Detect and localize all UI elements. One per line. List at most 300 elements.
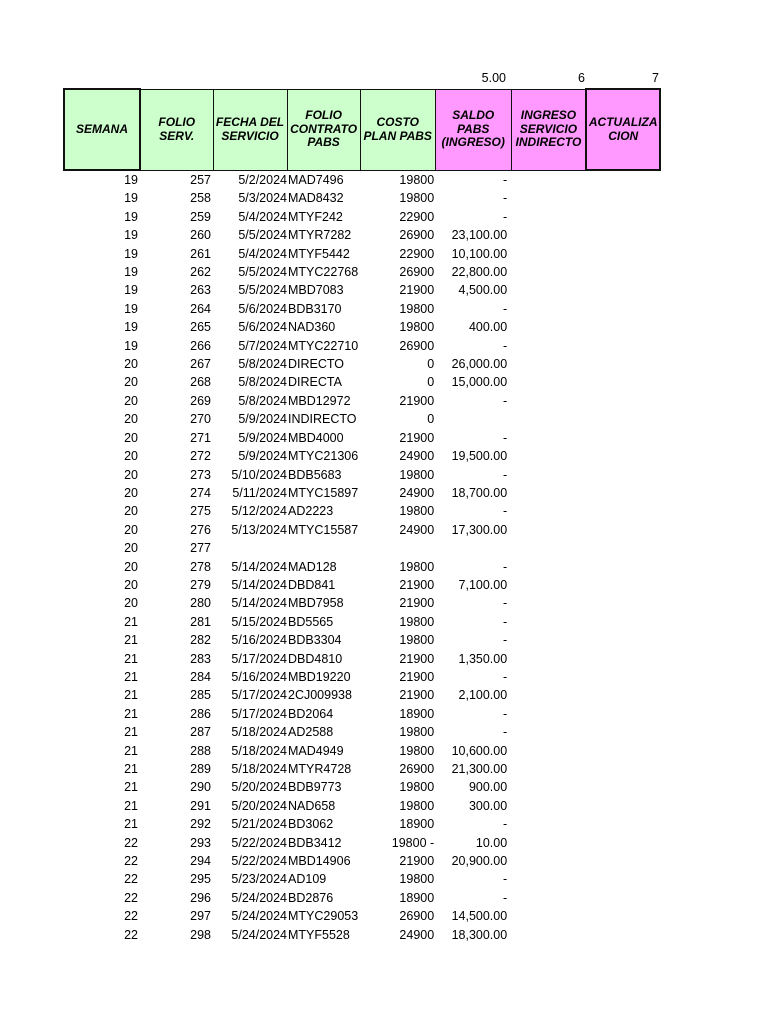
table-row: [64, 889, 660, 907]
cell-folio-serv: 292: [190, 817, 211, 832]
cell-saldo: -: [503, 872, 508, 887]
cell-folio-contrato: DIRECTA: [288, 375, 342, 390]
cell-ingreso-indirecto: [511, 189, 586, 207]
cell-semana: 21: [124, 798, 138, 813]
cell-semana: 20: [124, 485, 138, 500]
cell-fecha: 5/21/2024: [231, 817, 287, 832]
table-row: [64, 705, 660, 723]
cell-ingreso-indirecto: [511, 705, 586, 723]
cell-folio-serv: 275: [190, 504, 211, 519]
cell-saldo: -: [503, 467, 508, 482]
table-row: [64, 263, 660, 281]
cell-ingreso-indirecto: [511, 337, 586, 355]
cell-actualizacion: [586, 170, 660, 189]
cell-saldo: 300.00: [468, 798, 508, 813]
cell-folio-contrato: BDB5683: [288, 467, 342, 482]
cell-fecha: 5/24/2024: [231, 890, 287, 905]
cell-fecha: 5/16/2024: [231, 669, 287, 684]
table-row: [64, 484, 660, 502]
cell-costo: 19800: [399, 780, 435, 795]
cell-ingreso-indirecto: [511, 613, 586, 631]
cell-folio-contrato: MTYC22710: [288, 338, 359, 353]
cell-semana: 20: [124, 393, 138, 408]
cell-ingreso-indirecto: [511, 539, 586, 557]
cell-fecha: 5/14/2024: [231, 559, 287, 574]
cell-ingreso-indirecto: [511, 631, 586, 649]
cell-folio-contrato: DIRECTO: [288, 357, 345, 372]
cell-saldo: -: [503, 393, 508, 408]
cell-ingreso-indirecto: [511, 392, 586, 410]
cell-folio-contrato: NAD658: [288, 798, 336, 813]
cell-costo: 24900: [399, 927, 435, 942]
cell-saldo: -: [503, 633, 508, 648]
cell-costo: 26900: [399, 762, 435, 776]
cell-fecha: 5/8/2024: [238, 357, 287, 372]
cell-fecha: 5/23/2024: [231, 872, 287, 887]
cell-actualizacion: [586, 300, 660, 318]
cell-ingreso-indirecto: [511, 668, 586, 686]
cell-semana: 20: [124, 577, 138, 592]
cell-semana: 20: [124, 504, 138, 519]
cell-ingreso-indirecto: [511, 281, 586, 299]
cell-semana: 21: [124, 780, 138, 795]
cell-saldo: -: [503, 338, 508, 353]
cell-costo: 19800: [399, 559, 435, 574]
cell-costo: 19800: [399, 743, 435, 758]
cell-semana: 19: [124, 191, 138, 206]
cell-folio-serv: 284: [190, 669, 211, 684]
cell-actualizacion: [586, 373, 660, 391]
cell-actualizacion: [586, 834, 660, 852]
cell-folio-contrato: INDIRECTO: [288, 412, 357, 427]
cell-folio-serv: 286: [190, 706, 211, 721]
cell-fecha: 5/9/2024: [238, 412, 287, 427]
cell-ingreso-indirecto: [511, 686, 586, 704]
cell-fecha: 5/4/2024: [238, 246, 287, 261]
cell-folio-contrato: MTYC15587: [288, 522, 359, 537]
cell-ingreso-indirecto: [511, 760, 586, 778]
cell-actualizacion: [586, 815, 660, 833]
cell-folio-serv: 293: [190, 835, 211, 850]
cell-ingreso-indirecto: [511, 594, 586, 612]
cell-folio-serv: 298: [190, 927, 211, 942]
cell-saldo: 400.00: [468, 320, 508, 335]
cell-folio-serv: 270: [190, 412, 211, 427]
cell-costo: 21900: [399, 688, 435, 703]
cell-folio-contrato: MBD12972: [288, 393, 351, 408]
cell-folio-contrato: BD2876: [288, 890, 334, 905]
header-ingreso-indirecto: INGRESO SERVICIO INDIRECTO: [511, 89, 586, 170]
cell-folio-serv: 269: [190, 393, 211, 408]
cell-costo: 26900: [399, 909, 435, 924]
column-number: 6: [578, 71, 585, 85]
cell-saldo: -: [503, 614, 508, 629]
table-row: [64, 392, 660, 410]
cell-folio-serv: 289: [190, 762, 211, 776]
cell-fecha: 5/22/2024: [231, 835, 287, 850]
cell-costo: 0: [427, 357, 435, 372]
cell-costo: 19800: [399, 504, 435, 519]
table-row: [64, 815, 660, 833]
column-number: 5.00: [481, 71, 506, 85]
cell-ingreso-indirecto: [511, 650, 586, 668]
cell-actualizacion: [586, 742, 660, 760]
cell-fecha: 5/10/2024: [231, 467, 287, 482]
table-row: [64, 926, 660, 944]
cell-saldo: 15,000.00: [451, 375, 508, 390]
cell-costo: 26900: [399, 265, 435, 280]
cell-folio-contrato: MTYC21306: [288, 449, 359, 464]
cell-semana: 20: [124, 559, 138, 574]
table-row: [64, 852, 660, 870]
cell-ingreso-indirecto: [511, 502, 586, 520]
cell-actualizacion: [586, 502, 660, 520]
cell-saldo: -: [503, 172, 508, 187]
header-fecha-servicio: FECHA DEL SERVICIO: [213, 89, 287, 170]
cell-semana: 22: [124, 927, 138, 942]
cell-folio-contrato: MTYR7282: [288, 228, 352, 243]
cell-saldo: 14,500.00: [451, 909, 508, 924]
cell-folio-serv: 283: [190, 651, 211, 666]
cell-costo: 19800: [399, 725, 435, 740]
cell-folio-serv: 278: [190, 559, 211, 574]
cell-costo: 0: [427, 412, 435, 427]
cell-ingreso-indirecto: [511, 355, 586, 373]
cell-actualizacion: [586, 705, 660, 723]
cell-fecha: 5/18/2024: [231, 743, 287, 758]
cell-folio-contrato: DBD841: [288, 577, 336, 592]
cell-folio-serv: 262: [190, 265, 211, 280]
cell-folio-serv: 277: [190, 541, 211, 556]
cell-folio-serv: 281: [190, 614, 211, 629]
cell-actualizacion: [586, 189, 660, 207]
cell-semana: 21: [124, 762, 138, 776]
cell-semana: 22: [124, 909, 138, 924]
cell-actualizacion: [586, 668, 660, 686]
cell-ingreso-indirecto: [511, 466, 586, 484]
cell-costo: 24900: [399, 485, 435, 500]
table-row: [64, 281, 660, 299]
cell-folio-serv: 276: [190, 522, 211, 537]
table-row: [64, 797, 660, 815]
cell-saldo: 19,500.00: [451, 449, 508, 464]
cell-semana: 20: [124, 412, 138, 427]
cell-actualizacion: [586, 558, 660, 576]
cell-saldo: 23,100.00: [451, 228, 508, 243]
cell-fecha: 5/24/2024: [231, 927, 287, 942]
cell-saldo: -: [503, 209, 508, 224]
cell-fecha: 5/9/2024: [238, 430, 287, 445]
cell-fecha: 5/5/2024: [238, 283, 287, 298]
cell-folio-contrato: [287, 539, 360, 557]
cell-actualizacion: [586, 337, 660, 355]
cell-actualizacion: [586, 429, 660, 447]
cell-folio-serv: 274: [190, 485, 211, 500]
cell-semana: 21: [124, 743, 138, 758]
cell-saldo: 18,700.00: [451, 485, 508, 500]
cell-ingreso-indirecto: [511, 926, 586, 944]
cell-ingreso-indirecto: [511, 410, 586, 428]
cell-saldo: 18,300.00: [451, 927, 508, 942]
services-table: [63, 88, 661, 944]
cell-folio-serv: 285: [190, 688, 211, 703]
cell-costo: 21900: [399, 596, 435, 611]
cell-fecha: 5/17/2024: [231, 651, 287, 666]
cell-fecha: 5/5/2024: [238, 228, 287, 243]
cell-folio-serv: 257: [190, 172, 211, 187]
cell-semana: 20: [124, 541, 138, 556]
cell-costo: 21900: [399, 577, 435, 592]
cell-costo: 19800: [399, 172, 435, 187]
cell-costo: 26900: [399, 228, 435, 243]
cell-actualizacion: [586, 208, 660, 226]
header-row: [64, 89, 660, 170]
cell-saldo: [435, 539, 511, 557]
table-row: [64, 650, 660, 668]
cell-folio-contrato: BD5565: [288, 614, 334, 629]
cell-semana: 19: [124, 320, 138, 335]
cell-folio-contrato: AD2223: [288, 504, 334, 519]
cell-folio-serv: 258: [190, 191, 211, 206]
header-saldo-pabs: SALDO PABS (INGRESO): [435, 89, 511, 170]
cell-folio-contrato: MTYF5528: [288, 927, 350, 942]
cell-ingreso-indirecto: [511, 576, 586, 594]
cell-actualizacion: [586, 926, 660, 944]
header-folio-contrato: FOLIO CONTRATO PABS: [287, 89, 360, 170]
cell-fecha: 5/8/2024: [238, 375, 287, 390]
cell-fecha: 5/22/2024: [231, 854, 287, 869]
cell-folio-serv: 264: [190, 301, 211, 316]
cell-ingreso-indirecto: [511, 208, 586, 226]
cell-folio-serv: 268: [190, 375, 211, 390]
cell-ingreso-indirecto: [511, 245, 586, 263]
cell-costo: 22900: [399, 246, 435, 261]
cell-actualizacion: [586, 447, 660, 465]
cell-ingreso-indirecto: [511, 852, 586, 870]
cell-semana: 21: [124, 706, 138, 721]
cell-ingreso-indirecto: [511, 723, 586, 741]
table-row: [64, 170, 660, 189]
cell-folio-serv: 263: [190, 283, 211, 298]
cell-actualizacion: [586, 245, 660, 263]
cell-semana: 21: [124, 614, 138, 629]
cell-folio-serv: 290: [190, 780, 211, 795]
cell-costo: 26900: [399, 338, 435, 353]
cell-semana: 20: [124, 430, 138, 445]
cell-fecha: 5/6/2024: [238, 301, 287, 316]
cell-folio-serv: 287: [190, 725, 211, 740]
cell-costo: 19800: [399, 301, 435, 316]
table-row: [64, 742, 660, 760]
cell-folio-contrato: MTYR4728: [288, 762, 352, 776]
table-row: [64, 558, 660, 576]
cell-folio-contrato: BDB9773: [288, 780, 342, 795]
cell-saldo: 2,100.00: [458, 688, 508, 703]
cell-actualizacion: [586, 686, 660, 704]
cell-semana: 20: [124, 467, 138, 482]
cell-semana: 21: [124, 651, 138, 666]
cell-actualizacion: [586, 576, 660, 594]
cell-ingreso-indirecto: [511, 429, 586, 447]
cell-folio-contrato: MTYF242: [288, 209, 343, 224]
cell-folio-contrato: BD2064: [288, 706, 334, 721]
cell-folio-serv: 265: [190, 320, 211, 335]
cell-folio-contrato: MBD14906: [288, 854, 351, 869]
cell-saldo: 20,900.00: [451, 854, 508, 869]
cell-actualizacion: [586, 870, 660, 888]
cell-costo: 19800: [399, 798, 435, 813]
cell-fecha: 5/14/2024: [231, 577, 287, 592]
cell-fecha: 5/20/2024: [231, 780, 287, 795]
cell-actualizacion: [586, 355, 660, 373]
cell-ingreso-indirecto: [511, 889, 586, 907]
cell-saldo: 17,300.00: [451, 522, 508, 537]
cell-folio-contrato: DBD4810: [288, 651, 343, 666]
cell-folio-contrato: MBD4000: [288, 430, 344, 445]
table-row: [64, 189, 660, 207]
table-body: [64, 170, 660, 944]
table-row: [64, 502, 660, 520]
cell-folio-contrato: MBD7958: [288, 596, 344, 611]
cell-semana: 21: [124, 725, 138, 740]
cell-costo: 21900: [399, 430, 435, 445]
cell-saldo: 26,000.00: [451, 357, 508, 372]
cell-actualizacion: [586, 466, 660, 484]
cell-fecha: 5/11/2024: [232, 485, 287, 500]
cell-semana: 19: [124, 209, 138, 224]
cell-fecha: 5/5/2024: [238, 265, 287, 280]
table-row: [64, 300, 660, 318]
cell-ingreso-indirecto: [511, 521, 586, 539]
cell-saldo: 10,600.00: [451, 743, 508, 758]
cell-folio-serv: 297: [190, 909, 211, 924]
cell-folio-serv: 266: [190, 338, 211, 353]
cell-ingreso-indirecto: [511, 263, 586, 281]
cell-folio-serv: 288: [190, 743, 211, 758]
cell-folio-serv: 294: [190, 854, 211, 869]
cell-actualizacion: [586, 318, 660, 336]
cell-saldo: 4,500.00: [458, 283, 508, 298]
cell-fecha: [213, 539, 287, 557]
table-row: [64, 723, 660, 741]
table-row: [64, 668, 660, 686]
cell-folio-serv: 260: [190, 228, 211, 243]
table-row: [64, 410, 660, 428]
table-row: [64, 337, 660, 355]
cell-saldo: -: [503, 504, 508, 519]
cell-fecha: 5/17/2024: [231, 688, 287, 703]
cell-actualizacion: [586, 410, 660, 428]
cell-costo: 19800 -: [391, 835, 435, 850]
table-row: [64, 594, 660, 612]
table-row: [64, 870, 660, 888]
cell-fecha: 5/24/2024: [231, 909, 287, 924]
table-row: [64, 613, 660, 631]
cell-folio-contrato: AD2588: [288, 725, 334, 740]
cell-saldo: 21,300.00: [451, 762, 508, 776]
table-row: [64, 907, 660, 925]
cell-costo: 24900: [399, 522, 435, 537]
cell-fecha: 5/14/2024: [231, 596, 287, 611]
cell-actualizacion: [586, 594, 660, 612]
cell-costo: 18900: [399, 817, 435, 832]
cell-actualizacion: [586, 226, 660, 244]
cell-ingreso-indirecto: [511, 226, 586, 244]
cell-ingreso-indirecto: [511, 447, 586, 465]
cell-fecha: 5/9/2024: [238, 449, 287, 464]
cell-costo: 21900: [399, 651, 435, 666]
header-costo-plan: COSTO PLAN PABS: [360, 89, 435, 170]
cell-saldo: -: [503, 430, 508, 445]
table-row: [64, 521, 660, 539]
cell-semana: 21: [124, 817, 138, 832]
cell-saldo: -: [503, 706, 508, 721]
cell-semana: 20: [124, 596, 138, 611]
cell-costo: [360, 539, 435, 557]
column-number: 7: [652, 71, 659, 85]
table-row: [64, 631, 660, 649]
cell-costo: 19800: [399, 191, 435, 206]
cell-actualizacion: [586, 852, 660, 870]
table-row: [64, 245, 660, 263]
cell-semana: 22: [124, 890, 138, 905]
cell-semana: 21: [124, 669, 138, 684]
cell-fecha: 5/16/2024: [231, 633, 287, 648]
cell-costo: 18900: [399, 890, 435, 905]
cell-costo: 24900: [399, 449, 435, 464]
cell-ingreso-indirecto: [511, 373, 586, 391]
table-row: [64, 373, 660, 391]
cell-ingreso-indirecto: [511, 318, 586, 336]
cell-folio-serv: 259: [190, 209, 211, 224]
cell-fecha: 5/12/2024: [231, 504, 287, 519]
cell-folio-serv: 261: [190, 246, 211, 261]
cell-ingreso-indirecto: [511, 907, 586, 925]
cell-folio-contrato: MAD7496: [288, 172, 344, 187]
cell-semana: 20: [124, 375, 138, 390]
cell-folio-serv: 279: [190, 577, 211, 592]
cell-fecha: 5/20/2024: [231, 798, 287, 813]
table-row: [64, 208, 660, 226]
cell-saldo: 7,100.00: [458, 577, 508, 592]
cell-costo: 19800: [399, 872, 435, 887]
cell-saldo: -: [503, 725, 508, 740]
table-row: [64, 318, 660, 336]
cell-folio-contrato: BDB3304: [288, 633, 342, 648]
cell-actualizacion: [586, 650, 660, 668]
cell-folio-serv: 272: [190, 449, 211, 464]
header-folio-serv: FOLIO SERV.: [140, 89, 213, 170]
cell-fecha: 5/2/2024: [238, 172, 287, 187]
cell-saldo: [435, 410, 511, 428]
cell-actualizacion: [586, 797, 660, 815]
cell-folio-contrato: MTYC22768: [288, 265, 359, 280]
table-row: [64, 576, 660, 594]
cell-saldo: 1,350.00: [458, 651, 508, 666]
cell-actualizacion: [586, 631, 660, 649]
cell-fecha: 5/15/2024: [231, 614, 287, 629]
cell-fecha: 5/4/2024: [238, 209, 287, 224]
cell-ingreso-indirecto: [511, 834, 586, 852]
cell-costo: 22900: [399, 209, 435, 224]
cell-ingreso-indirecto: [511, 778, 586, 796]
cell-semana: 20: [124, 522, 138, 537]
cell-actualizacion: [586, 889, 660, 907]
cell-folio-contrato: AD109: [288, 872, 327, 887]
cell-folio-contrato: MBD19220: [288, 669, 351, 684]
cell-folio-serv: 296: [190, 890, 211, 905]
table-row: [64, 355, 660, 373]
